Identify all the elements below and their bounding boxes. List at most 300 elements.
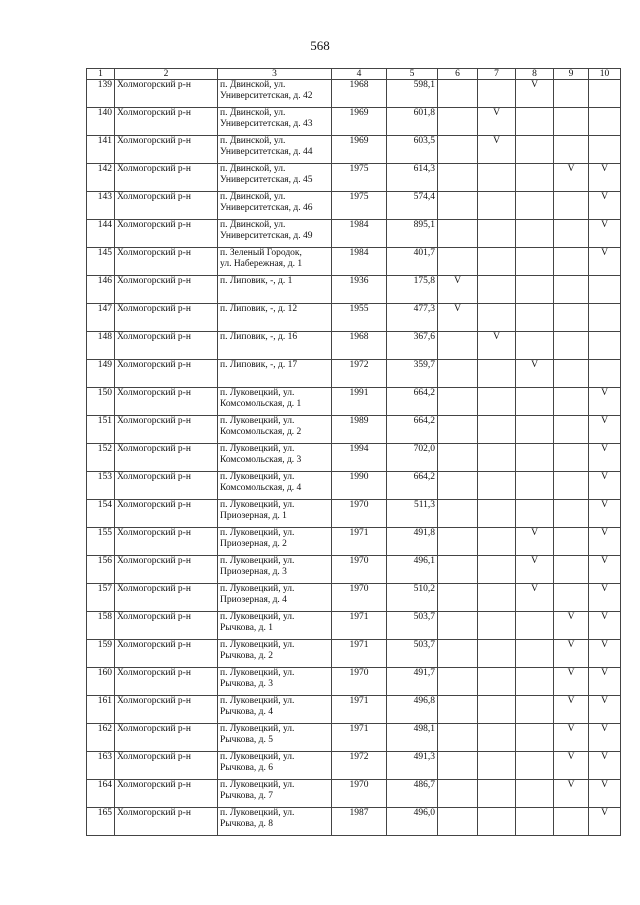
mark-cell-7: [478, 192, 516, 220]
mark-cell-7: V: [478, 332, 516, 360]
address-line-1: п. Луковецкий, ул.: [220, 668, 295, 678]
address-cell: [218, 612, 332, 640]
year-cell: 1970: [332, 668, 387, 696]
mark-cell-10: V: [589, 248, 621, 276]
year-cell: 1968: [332, 332, 387, 360]
mark-cell-8: [516, 304, 554, 332]
year-cell: 1989: [332, 416, 387, 444]
address-cell: [218, 220, 332, 248]
district-cell: Холмогорский р-н: [115, 444, 218, 472]
mark-cell-9: [554, 108, 589, 136]
district-cell: Холмогорский р-н: [115, 528, 218, 556]
mark-cell-9: V: [554, 752, 589, 780]
address-line-2: ул. Набережная, д. 1: [220, 259, 303, 269]
row-number-cell: 159: [87, 640, 115, 668]
mark-cell-9: [554, 472, 589, 500]
district-cell: Холмогорский р-н: [115, 696, 218, 724]
address-line-2: Университетская, д. 45: [220, 175, 313, 185]
area-cell: 574,4: [387, 192, 438, 220]
mark-cell-7: [478, 220, 516, 248]
row-number-cell: 165: [87, 808, 115, 836]
address-line-1: п. Луковецкий, ул.: [220, 416, 295, 426]
row-number-cell: 149: [87, 360, 115, 388]
mark-cell-6: [438, 416, 478, 444]
mark-cell-6: [438, 752, 478, 780]
row-number-cell: 139: [87, 80, 115, 108]
address-cell: [218, 668, 332, 696]
address-line-2: Университетская, д. 43: [220, 119, 313, 129]
district-cell: Холмогорский р-н: [115, 556, 218, 584]
mark-cell-9: [554, 332, 589, 360]
district-cell: Холмогорский р-н: [115, 612, 218, 640]
address-line-1: п. Двинской, ул.: [220, 164, 286, 174]
mark-cell-9: [554, 808, 589, 836]
address-line-2: Рычкова, д. 5: [220, 735, 273, 745]
area-cell: 895,1: [387, 220, 438, 248]
address-line-2: Приозерная, д. 4: [220, 595, 287, 605]
district-cell: Холмогорский р-н: [115, 136, 218, 164]
address-cell: [218, 584, 332, 612]
table-row: [87, 276, 621, 304]
district-cell: Холмогорский р-н: [115, 416, 218, 444]
row-number-cell: 164: [87, 780, 115, 808]
mark-cell-6: V: [438, 304, 478, 332]
table-row: [87, 640, 621, 668]
mark-cell-10: V: [589, 724, 621, 752]
mark-cell-7: [478, 640, 516, 668]
mark-cell-8: [516, 332, 554, 360]
year-cell: 1968: [332, 80, 387, 108]
mark-cell-9: V: [554, 612, 589, 640]
row-number-cell: 161: [87, 696, 115, 724]
mark-cell-8: V: [516, 528, 554, 556]
address-line-2: Университетская, д. 44: [220, 147, 313, 157]
address-cell: [218, 136, 332, 164]
table-row: [87, 472, 621, 500]
mark-cell-7: [478, 416, 516, 444]
area-cell: 496,0: [387, 808, 438, 836]
mark-cell-6: [438, 332, 478, 360]
mark-cell-10: [589, 136, 621, 164]
mark-cell-9: [554, 80, 589, 108]
mark-cell-7: [478, 724, 516, 752]
row-number-cell: 148: [87, 332, 115, 360]
district-cell: Холмогорский р-н: [115, 164, 218, 192]
year-cell: 1969: [332, 108, 387, 136]
table-body: [87, 80, 621, 836]
year-cell: 1984: [332, 248, 387, 276]
mark-cell-10: V: [589, 584, 621, 612]
mark-cell-8: V: [516, 556, 554, 584]
mark-cell-7: [478, 752, 516, 780]
area-cell: 367,6: [387, 332, 438, 360]
year-cell: 1971: [332, 640, 387, 668]
mark-cell-7: [478, 472, 516, 500]
year-cell: 1975: [332, 192, 387, 220]
district-cell: Холмогорский р-н: [115, 304, 218, 332]
mark-cell-10: V: [589, 556, 621, 584]
address-cell: [218, 780, 332, 808]
mark-cell-10: [589, 80, 621, 108]
address-line-1: п. Двинской, ул.: [220, 220, 286, 230]
area-cell: 664,2: [387, 472, 438, 500]
address-line-1: п. Луковецкий, ул.: [220, 808, 295, 818]
mark-cell-7: [478, 556, 516, 584]
row-number-cell: 150: [87, 388, 115, 416]
table-row: [87, 220, 621, 248]
table-row: [87, 192, 621, 220]
row-number-cell: 154: [87, 500, 115, 528]
column-header-4: 4: [332, 69, 387, 80]
mark-cell-10: V: [589, 444, 621, 472]
mark-cell-6: [438, 220, 478, 248]
table-row: [87, 584, 621, 612]
mark-cell-7: [478, 696, 516, 724]
address-line-2: Рычкова, д. 4: [220, 707, 273, 717]
table-row: [87, 752, 621, 780]
mark-cell-6: [438, 556, 478, 584]
mark-cell-6: [438, 248, 478, 276]
address-cell: [218, 640, 332, 668]
column-header-6: 6: [438, 69, 478, 80]
mark-cell-6: [438, 584, 478, 612]
area-cell: 603,5: [387, 136, 438, 164]
mark-cell-10: V: [589, 696, 621, 724]
district-cell: Холмогорский р-н: [115, 220, 218, 248]
address-line-1: п. Липовик, -, д. 1: [220, 276, 293, 286]
table-row: [87, 136, 621, 164]
mark-cell-7: [478, 528, 516, 556]
address-cell: [218, 388, 332, 416]
row-number-cell: 144: [87, 220, 115, 248]
area-cell: 491,3: [387, 752, 438, 780]
address-line-1: п. Липовик, -, д. 16: [220, 332, 298, 342]
year-cell: 1970: [332, 780, 387, 808]
district-cell: Холмогорский р-н: [115, 780, 218, 808]
row-number-cell: 151: [87, 416, 115, 444]
area-cell: 498,1: [387, 724, 438, 752]
table-row: [87, 528, 621, 556]
column-header-7: 7: [478, 69, 516, 80]
area-cell: 496,8: [387, 696, 438, 724]
mark-cell-9: V: [554, 780, 589, 808]
mark-cell-10: V: [589, 164, 621, 192]
mark-cell-8: [516, 500, 554, 528]
mark-cell-6: [438, 500, 478, 528]
mark-cell-7: [478, 808, 516, 836]
address-cell: [218, 696, 332, 724]
mark-cell-7: V: [478, 136, 516, 164]
mark-cell-7: [478, 248, 516, 276]
address-line-2: Рычкова, д. 8: [220, 819, 273, 829]
column-header-8: 8: [516, 69, 554, 80]
area-cell: 486,7: [387, 780, 438, 808]
address-cell: [218, 724, 332, 752]
area-cell: 503,7: [387, 640, 438, 668]
year-cell: 1975: [332, 164, 387, 192]
address-cell: [218, 444, 332, 472]
header-row: [87, 69, 621, 80]
area-cell: 491,7: [387, 668, 438, 696]
mark-cell-9: [554, 584, 589, 612]
mark-cell-6: [438, 640, 478, 668]
row-number-cell: 143: [87, 192, 115, 220]
table-row: [87, 500, 621, 528]
district-cell: Холмогорский р-н: [115, 192, 218, 220]
mark-cell-7: [478, 80, 516, 108]
mark-cell-10: V: [589, 220, 621, 248]
mark-cell-10: V: [589, 528, 621, 556]
district-cell: Холмогорский р-н: [115, 80, 218, 108]
mark-cell-6: [438, 164, 478, 192]
year-cell: 1971: [332, 612, 387, 640]
table-row: [87, 80, 621, 108]
mark-cell-10: V: [589, 612, 621, 640]
table-row: [87, 248, 621, 276]
address-cell: [218, 108, 332, 136]
mark-cell-6: [438, 668, 478, 696]
table-row: [87, 696, 621, 724]
mark-cell-7: [478, 500, 516, 528]
area-cell: 175,8: [387, 276, 438, 304]
column-header-9: 9: [554, 69, 589, 80]
mark-cell-8: [516, 444, 554, 472]
address-cell: [218, 332, 332, 360]
table-row: [87, 612, 621, 640]
address-line-1: п. Двинской, ул.: [220, 192, 286, 202]
mark-cell-9: [554, 248, 589, 276]
address-line-2: Рычкова, д. 7: [220, 791, 273, 801]
address-line-2: Рычкова, д. 1: [220, 623, 273, 633]
area-cell: 510,2: [387, 584, 438, 612]
address-cell: [218, 248, 332, 276]
mark-cell-10: V: [589, 780, 621, 808]
mark-cell-9: [554, 500, 589, 528]
district-cell: Холмогорский р-н: [115, 584, 218, 612]
table-row: [87, 416, 621, 444]
address-line-1: п. Луковецкий, ул.: [220, 556, 295, 566]
mark-cell-7: [478, 276, 516, 304]
row-number-cell: 141: [87, 136, 115, 164]
address-line-1: п. Луковецкий, ул.: [220, 780, 295, 790]
district-cell: Холмогорский р-н: [115, 248, 218, 276]
address-cell: [218, 528, 332, 556]
mark-cell-6: [438, 136, 478, 164]
address-cell: [218, 500, 332, 528]
mark-cell-10: [589, 332, 621, 360]
district-cell: Холмогорский р-н: [115, 500, 218, 528]
mark-cell-9: [554, 304, 589, 332]
mark-cell-8: [516, 668, 554, 696]
mark-cell-8: V: [516, 584, 554, 612]
address-line-1: п. Луковецкий, ул.: [220, 584, 295, 594]
mark-cell-6: [438, 192, 478, 220]
year-cell: 1969: [332, 136, 387, 164]
mark-cell-9: [554, 416, 589, 444]
mark-cell-8: [516, 164, 554, 192]
row-number-cell: 145: [87, 248, 115, 276]
area-cell: 359,7: [387, 360, 438, 388]
address-cell: [218, 192, 332, 220]
mark-cell-10: V: [589, 500, 621, 528]
address-cell: [218, 556, 332, 584]
year-cell: 1936: [332, 276, 387, 304]
mark-cell-10: [589, 304, 621, 332]
address-cell: [218, 360, 332, 388]
mark-cell-7: [478, 612, 516, 640]
mark-cell-9: [554, 556, 589, 584]
mark-cell-6: [438, 780, 478, 808]
mark-cell-8: [516, 416, 554, 444]
mark-cell-10: V: [589, 192, 621, 220]
address-line-2: Приозерная, д. 3: [220, 567, 287, 577]
address-line-1: п. Зеленый Городок,: [220, 248, 302, 258]
mark-cell-7: [478, 780, 516, 808]
address-line-1: п. Луковецкий, ул.: [220, 528, 295, 538]
address-line-2: Комсомольская, д. 4: [220, 483, 302, 493]
mark-cell-8: V: [516, 80, 554, 108]
table-row: [87, 668, 621, 696]
address-cell: [218, 472, 332, 500]
address-line-1: п. Луковецкий, ул.: [220, 444, 295, 454]
area-cell: 664,2: [387, 388, 438, 416]
mark-cell-9: V: [554, 640, 589, 668]
column-header-2: 2: [115, 69, 218, 80]
mark-cell-9: [554, 360, 589, 388]
year-cell: 1994: [332, 444, 387, 472]
mark-cell-6: [438, 808, 478, 836]
column-header-5: 5: [387, 69, 438, 80]
address-line-1: п. Двинской, ул.: [220, 80, 286, 90]
district-cell: Холмогорский р-н: [115, 724, 218, 752]
year-cell: 1971: [332, 528, 387, 556]
table-row: [87, 724, 621, 752]
area-cell: 477,3: [387, 304, 438, 332]
mark-cell-9: V: [554, 164, 589, 192]
mark-cell-8: [516, 108, 554, 136]
area-cell: 491,8: [387, 528, 438, 556]
mark-cell-6: [438, 724, 478, 752]
row-number-cell: 153: [87, 472, 115, 500]
mark-cell-9: [554, 444, 589, 472]
mark-cell-9: V: [554, 668, 589, 696]
year-cell: 1955: [332, 304, 387, 332]
address-line-2: Университетская, д. 46: [220, 203, 313, 213]
row-number-cell: 158: [87, 612, 115, 640]
district-cell: Холмогорский р-н: [115, 808, 218, 836]
mark-cell-8: [516, 696, 554, 724]
address-cell: [218, 304, 332, 332]
table-row: [87, 304, 621, 332]
mark-cell-8: [516, 612, 554, 640]
table-row: [87, 556, 621, 584]
column-header-10: 10: [589, 69, 621, 80]
mark-cell-10: V: [589, 416, 621, 444]
mark-cell-10: V: [589, 808, 621, 836]
year-cell: 1970: [332, 556, 387, 584]
district-cell: Холмогорский р-н: [115, 332, 218, 360]
address-line-2: Рычкова, д. 6: [220, 763, 273, 773]
area-cell: 664,2: [387, 416, 438, 444]
area-cell: 614,3: [387, 164, 438, 192]
mark-cell-7: [478, 388, 516, 416]
mark-cell-9: [554, 220, 589, 248]
year-cell: 1970: [332, 584, 387, 612]
mark-cell-7: [478, 360, 516, 388]
page-number: 568: [310, 38, 330, 53]
mark-cell-8: [516, 472, 554, 500]
mark-cell-6: [438, 80, 478, 108]
table-row: [87, 808, 621, 836]
housing-register-table: [86, 68, 621, 836]
mark-cell-6: [438, 612, 478, 640]
year-cell: 1984: [332, 220, 387, 248]
district-cell: Холмогорский р-н: [115, 360, 218, 388]
mark-cell-8: [516, 640, 554, 668]
mark-cell-10: [589, 108, 621, 136]
mark-cell-7: [478, 444, 516, 472]
mark-cell-6: [438, 388, 478, 416]
mark-cell-8: [516, 248, 554, 276]
address-line-2: Университетская, д. 49: [220, 231, 313, 241]
address-line-2: Комсомольская, д. 2: [220, 427, 302, 437]
mark-cell-8: [516, 808, 554, 836]
mark-cell-10: V: [589, 388, 621, 416]
row-number-cell: 152: [87, 444, 115, 472]
address-line-1: п. Луковецкий, ул.: [220, 696, 295, 706]
address-line-1: п. Липовик, -, д. 17: [220, 360, 298, 370]
mark-cell-8: [516, 192, 554, 220]
address-cell: [218, 164, 332, 192]
year-cell: 1971: [332, 696, 387, 724]
row-number-cell: 156: [87, 556, 115, 584]
address-line-2: Приозерная, д. 2: [220, 539, 287, 549]
district-cell: Холмогорский р-н: [115, 108, 218, 136]
mark-cell-7: [478, 304, 516, 332]
row-number-cell: 146: [87, 276, 115, 304]
mark-cell-8: V: [516, 360, 554, 388]
address-line-1: п. Луковецкий, ул.: [220, 472, 295, 482]
mark-cell-8: [516, 136, 554, 164]
district-cell: Холмогорский р-н: [115, 752, 218, 780]
mark-cell-9: [554, 388, 589, 416]
mark-cell-6: [438, 472, 478, 500]
address-cell: [218, 752, 332, 780]
mark-cell-9: [554, 192, 589, 220]
year-cell: 1972: [332, 360, 387, 388]
address-cell: [218, 80, 332, 108]
row-number-cell: 157: [87, 584, 115, 612]
mark-cell-10: [589, 276, 621, 304]
mark-cell-6: [438, 360, 478, 388]
year-cell: 1990: [332, 472, 387, 500]
table-row: [87, 388, 621, 416]
address-line-1: п. Луковецкий, ул.: [220, 724, 295, 734]
mark-cell-8: [516, 752, 554, 780]
area-cell: 503,7: [387, 612, 438, 640]
address-line-1: п. Луковецкий, ул.: [220, 500, 295, 510]
mark-cell-9: [554, 276, 589, 304]
address-line-1: п. Луковецкий, ул.: [220, 612, 295, 622]
mark-cell-8: [516, 220, 554, 248]
address-line-1: п. Липовик, -, д. 12: [220, 304, 298, 314]
mark-cell-10: [589, 360, 621, 388]
mark-cell-6: V: [438, 276, 478, 304]
mark-cell-7: V: [478, 108, 516, 136]
table-row: [87, 360, 621, 388]
mark-cell-10: V: [589, 752, 621, 780]
mark-cell-8: [516, 388, 554, 416]
